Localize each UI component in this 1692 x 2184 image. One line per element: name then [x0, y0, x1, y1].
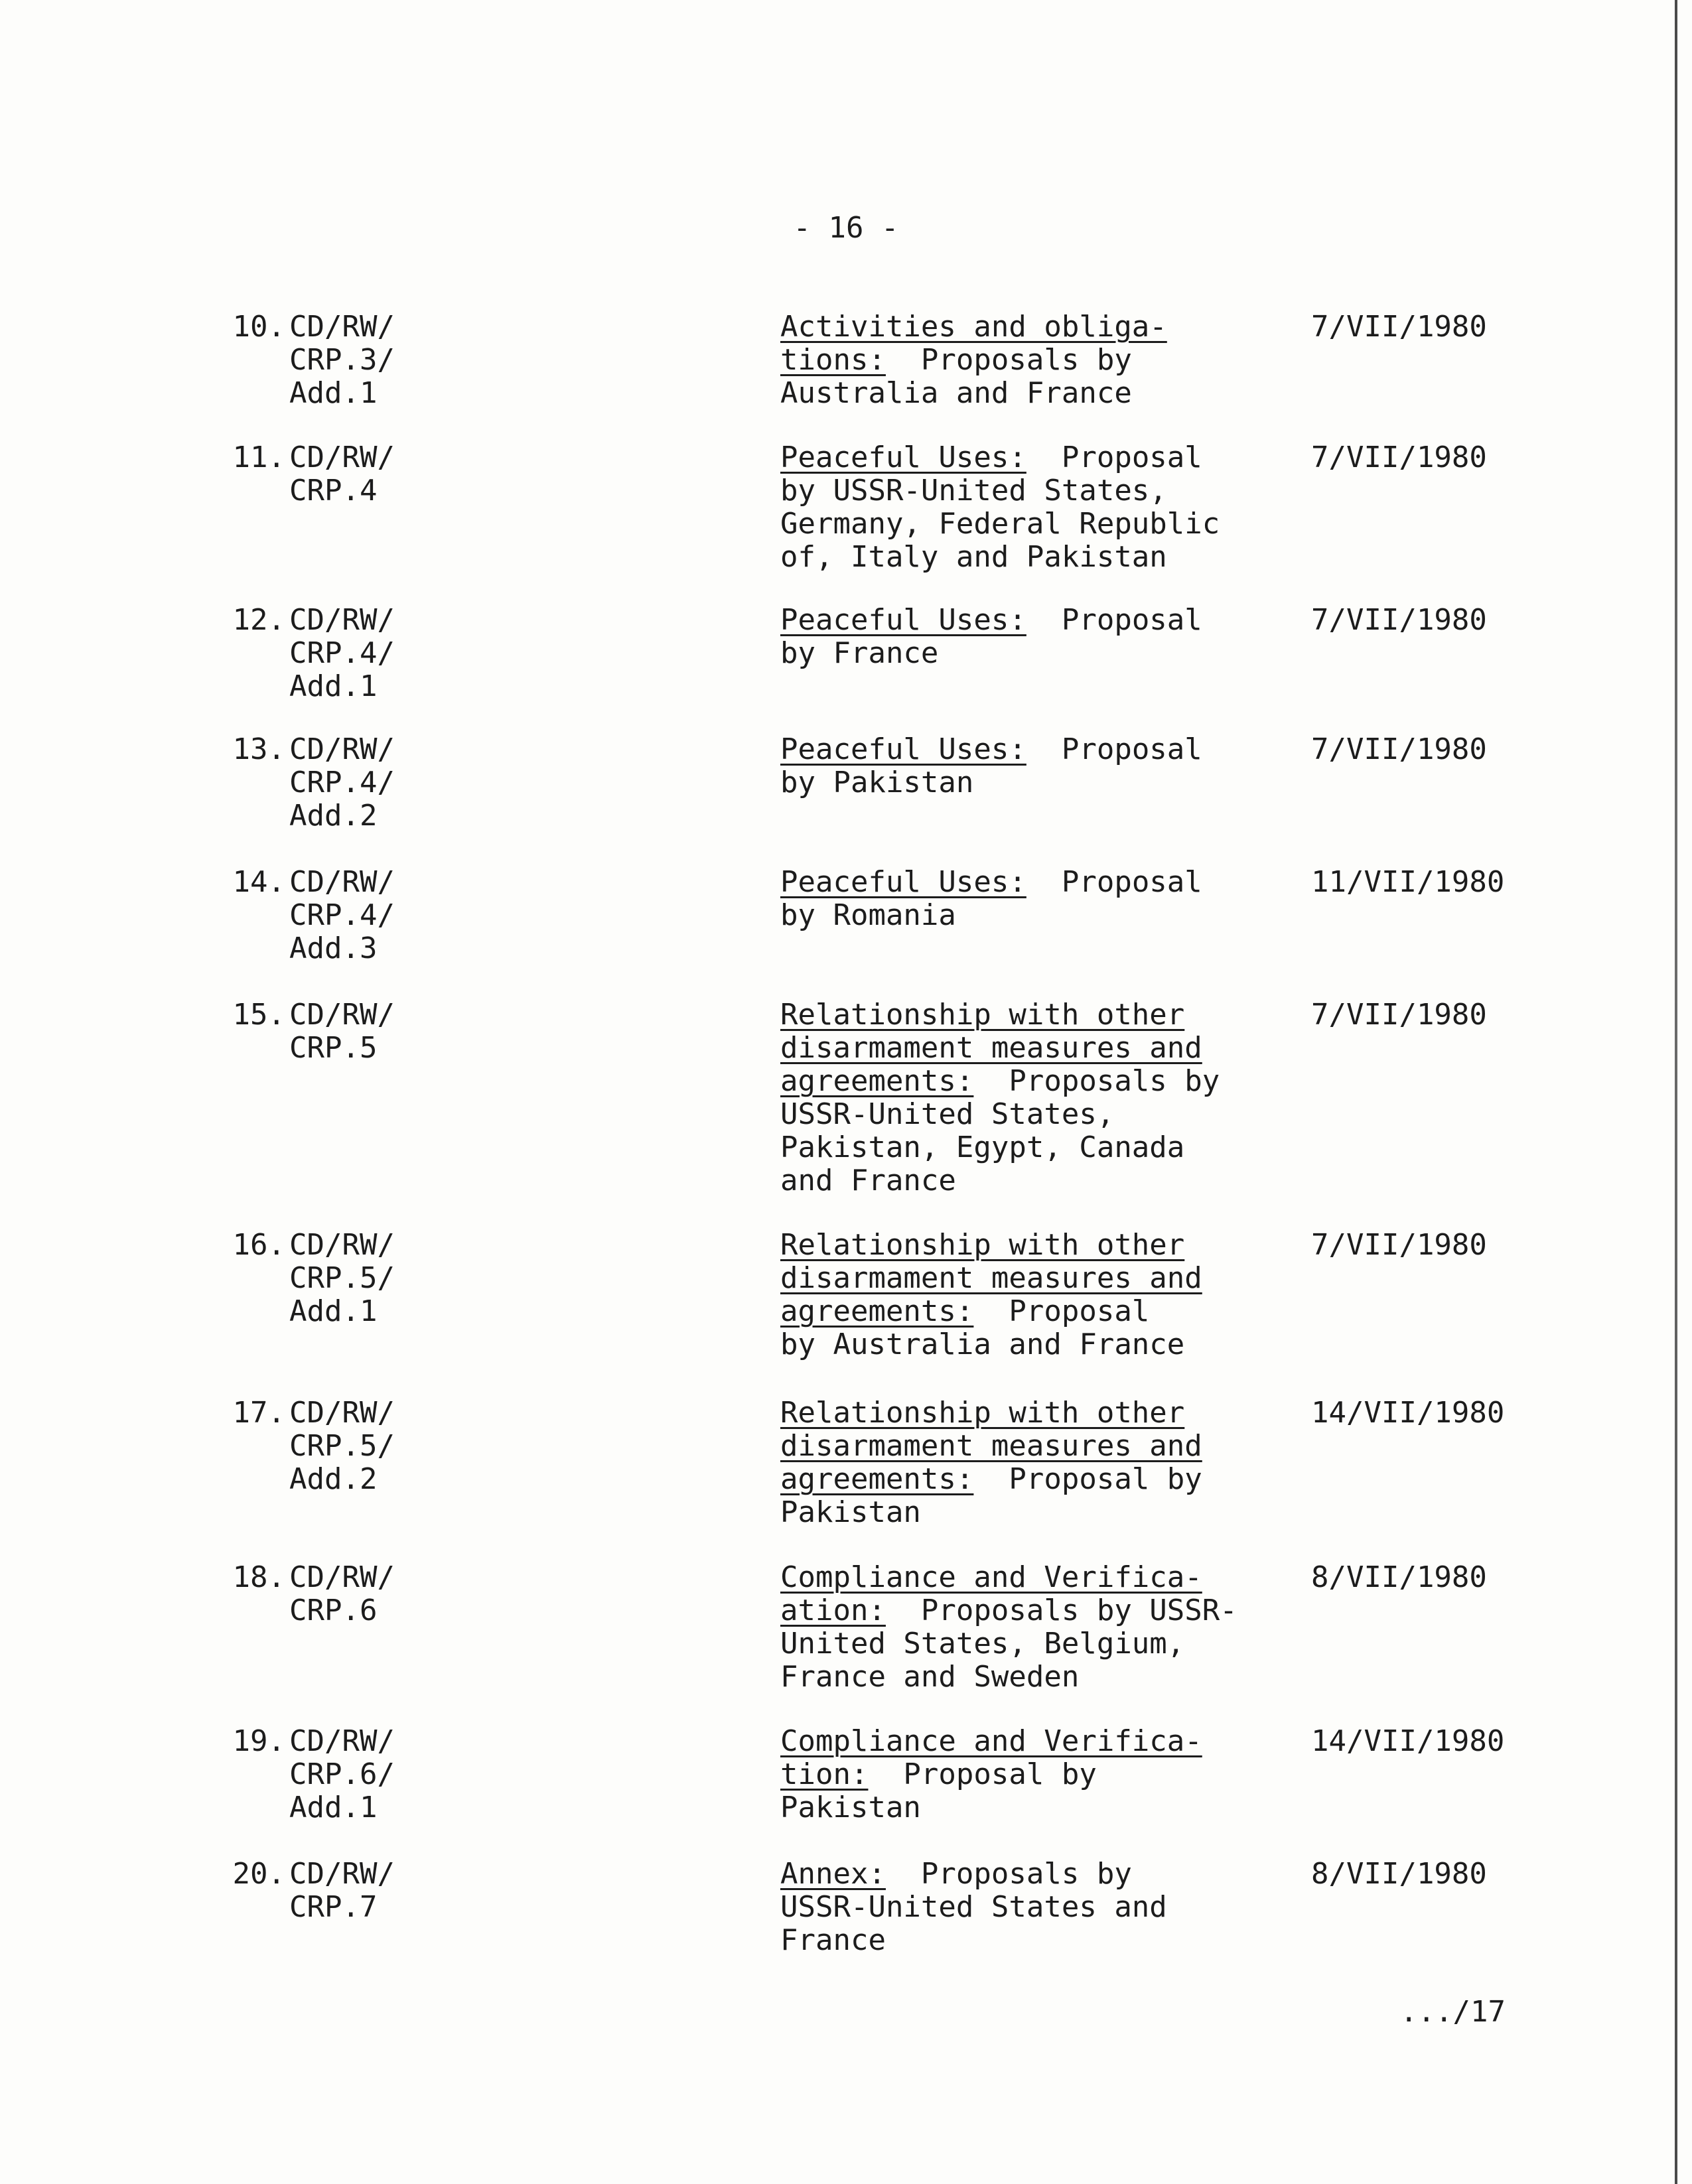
document-symbol-line: CD/RW/: [289, 441, 395, 474]
document-date: 8/VII/1980: [1311, 1560, 1487, 1594]
document-title: [780, 604, 1304, 670]
document-date: 7/VII/1980: [1311, 998, 1487, 1032]
document-symbol-line: CD/RW/: [289, 1560, 395, 1594]
subject-heading: Annex:: [780, 1857, 886, 1891]
document-title-line: Peaceful Uses: Proposal: [780, 732, 1202, 766]
document-title-line: by Romania: [780, 898, 956, 932]
document-date: 7/VII/1980: [1311, 310, 1487, 344]
document-title-line: Peaceful Uses: Proposal: [780, 865, 1202, 899]
document-title-line: by Pakistan: [780, 766, 974, 799]
document-symbol-line: CRP.4/: [289, 766, 395, 799]
subject-heading: Compliance and Verifica-: [780, 1560, 1202, 1594]
document-title-line: [780, 1032, 1304, 1065]
document-symbol-line: Add.3: [289, 931, 378, 965]
entry-number: 13.: [232, 732, 285, 766]
document-symbol-line: CRP.3/: [289, 343, 395, 377]
document-symbol-line: CRP.5: [289, 1031, 378, 1065]
continuation-reference: .../17: [1400, 1995, 1506, 2029]
document-symbol-line: Add.1: [289, 669, 378, 703]
subject-heading: Relationship with other: [780, 1228, 1185, 1262]
document-title-line: [780, 1397, 1304, 1430]
document-title-line: Annex: Proposals by: [780, 1857, 1132, 1891]
document-title-line: United States, Belgium,: [780, 1627, 1185, 1661]
subject-heading: ation:: [780, 1594, 886, 1627]
document-title-line: USSR-United States and: [780, 1890, 1167, 1924]
document-symbol-line: CD/RW/: [289, 603, 395, 637]
subject-heading: disarmament measures and: [780, 1429, 1202, 1463]
document-title: [780, 1561, 1304, 1694]
document-symbol-line: CD/RW/: [289, 1228, 395, 1262]
subject-heading: disarmament measures and: [780, 1261, 1202, 1295]
document-symbol: [289, 1725, 555, 1824]
document-symbol-line: CRP.6: [289, 1594, 378, 1627]
document-title-line: France and Sweden: [780, 1660, 1080, 1694]
document-date: 14/VII/1980: [1311, 1396, 1505, 1430]
document-symbol-line: Add.1: [289, 1791, 378, 1824]
document-symbol: [289, 998, 555, 1065]
document-title-line: Pakistan: [780, 1791, 921, 1824]
document-symbol-line: CRP.5/: [289, 1429, 395, 1463]
document-title-line: [780, 310, 1304, 344]
document-title: [780, 1858, 1304, 1957]
entry-number: 15.: [232, 998, 285, 1032]
document-symbol-line: CRP.4: [289, 474, 378, 508]
document-symbol-line: Add.1: [289, 376, 378, 410]
document-title-line: [780, 1725, 1304, 1758]
entry-number: 14.: [232, 865, 285, 899]
document-symbol: [289, 1858, 555, 1924]
document-title-line: USSR-United States,: [780, 1097, 1115, 1131]
document-symbol: [289, 866, 555, 965]
document-date: 14/VII/1980: [1311, 1724, 1505, 1758]
document-title-line: by Australia and France: [780, 1328, 1185, 1361]
entry-number: 20.: [232, 1857, 285, 1891]
document-symbol-line: CRP.6/: [289, 1757, 395, 1791]
document-symbol-line: Add.1: [289, 1294, 378, 1328]
document-date: 11/VII/1980: [1311, 865, 1505, 899]
document-symbol-line: Add.2: [289, 1462, 378, 1496]
document-title-line: by USSR-United States,: [780, 474, 1167, 508]
document-title-line: [780, 1229, 1304, 1262]
entry-number: 19.: [232, 1724, 285, 1758]
document-title-line: of, Italy and Pakistan: [780, 540, 1167, 574]
document-date: 7/VII/1980: [1311, 732, 1487, 766]
document-title-line: [780, 1561, 1304, 1594]
page-edge-shadow: [1675, 0, 1677, 2184]
document-symbol: [289, 604, 555, 703]
document-symbol: [289, 310, 555, 410]
document-title-line: and France: [780, 1164, 956, 1197]
document-title-line: [780, 998, 1304, 1032]
entry-number: 10.: [232, 310, 285, 344]
document-date: 8/VII/1980: [1311, 1857, 1487, 1891]
document-symbol: [289, 1561, 555, 1627]
document-symbol-line: CD/RW/: [289, 998, 395, 1032]
document-symbol: [289, 1229, 555, 1328]
subject-heading: tions:: [780, 343, 886, 377]
document-title-line: [780, 1430, 1304, 1463]
document-title-line: tion: Proposal by: [780, 1757, 1097, 1791]
document-title: [780, 1229, 1304, 1361]
document-title-line: France: [780, 1923, 886, 1957]
document-symbol-line: CD/RW/: [289, 732, 395, 766]
document-symbol-line: CRP.4/: [289, 898, 395, 932]
subject-heading: Activities and obliga-: [780, 310, 1167, 344]
document-title-line: ation: Proposals by USSR-: [780, 1594, 1237, 1627]
document-symbol-line: CD/RW/: [289, 1396, 395, 1430]
document-title: [780, 998, 1304, 1197]
document-symbol-line: CD/RW/: [289, 1724, 395, 1758]
subject-heading: disarmament measures and: [780, 1031, 1202, 1065]
document-title-line: tions: Proposals by: [780, 343, 1132, 377]
document-date: 7/VII/1980: [1311, 603, 1487, 637]
document-title-line: Australia and France: [780, 376, 1132, 410]
document-symbol-line: CRP.5/: [289, 1261, 395, 1295]
document-title: [780, 310, 1304, 410]
entry-number: 16.: [232, 1228, 285, 1262]
document-title: [780, 1725, 1304, 1824]
document-title-line: Pakistan: [780, 1495, 921, 1529]
subject-heading: tion:: [780, 1757, 869, 1791]
subject-heading: agreements:: [780, 1064, 974, 1098]
document-title-line: Peaceful Uses: Proposal: [780, 603, 1202, 637]
subject-heading: Peaceful Uses:: [780, 441, 1026, 474]
document-title-line: Peaceful Uses: Proposal: [780, 441, 1202, 474]
subject-heading: Compliance and Verifica-: [780, 1724, 1202, 1758]
document-title-line: Germany, Federal Republic: [780, 507, 1220, 541]
document-title-line: Pakistan, Egypt, Canada: [780, 1130, 1185, 1164]
document-symbol: [289, 1397, 555, 1496]
document-date: 7/VII/1980: [1311, 1228, 1487, 1262]
entry-number: 18.: [232, 1560, 285, 1594]
document-title-line: agreements: Proposals by: [780, 1064, 1220, 1098]
document-symbol: [289, 441, 555, 508]
document-title-line: by France: [780, 636, 939, 670]
page-number: - 16 -: [793, 211, 899, 245]
subject-heading: agreements:: [780, 1462, 974, 1496]
document-symbol-line: CRP.4/: [289, 636, 395, 670]
subject-heading: Peaceful Uses:: [780, 603, 1026, 637]
document-date: 7/VII/1980: [1311, 441, 1487, 474]
document-symbol-line: Add.2: [289, 799, 378, 833]
document-title: [780, 1397, 1304, 1529]
document-symbol-line: CD/RW/: [289, 865, 395, 899]
document-title: [780, 733, 1304, 799]
document-title-line: agreements: Proposal: [780, 1294, 1150, 1328]
document-title-line: agreements: Proposal by: [780, 1462, 1202, 1496]
document-symbol-line: CD/RW/: [289, 1857, 395, 1891]
document-symbol: [289, 733, 555, 833]
entry-number: 11.: [232, 441, 285, 474]
subject-heading: Peaceful Uses:: [780, 732, 1026, 766]
subject-heading: agreements:: [780, 1294, 974, 1328]
document-title: [780, 441, 1304, 574]
document-symbol-line: CD/RW/: [289, 310, 395, 344]
document-title-line: [780, 1262, 1304, 1295]
entry-number: 12.: [232, 603, 285, 637]
subject-heading: Relationship with other: [780, 1396, 1185, 1430]
subject-heading: Relationship with other: [780, 998, 1185, 1032]
subject-heading: Peaceful Uses:: [780, 865, 1026, 899]
entry-number: 17.: [232, 1396, 285, 1430]
document-title: [780, 866, 1304, 932]
document-symbol-line: CRP.7: [289, 1890, 378, 1924]
